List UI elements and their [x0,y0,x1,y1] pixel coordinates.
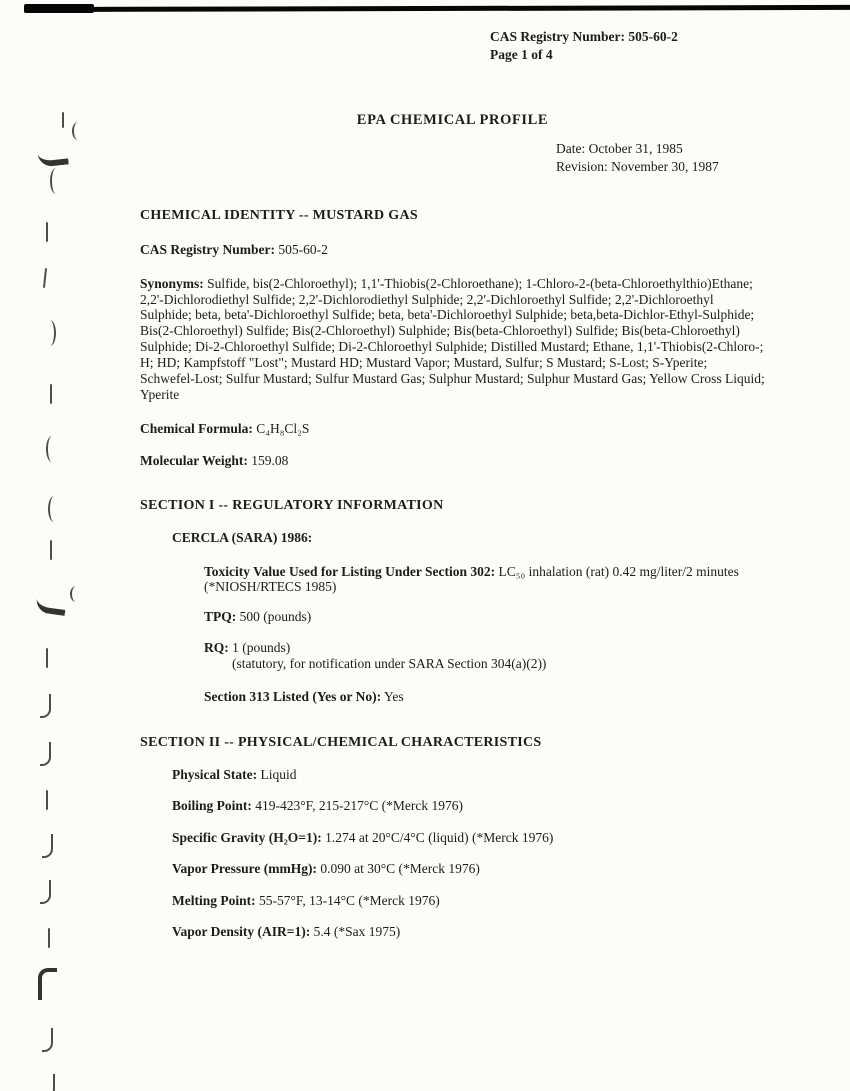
section2-heading: SECTION II -- PHYSICAL/CHEMICAL CHARACTERISTICS [140,734,542,750]
scan-mark [70,586,82,602]
scan-mark [40,742,51,766]
section313-label: Section 313 Listed (Yes or No): [204,689,382,705]
specific-gravity-field [172,830,765,846]
scan-mark [46,436,58,462]
molecular-weight-value: 159.08 [251,452,289,468]
synonyms-text: Sulfide, bis(2-Chloroethyl); 1,1'-Thiobis(2-Chloroethane); 1-Chloro-2-(beta-Chloroethylthio)Ethane; 2,2'-Dichlorodiethyl Sulfide; 2,2'-Dichlorodiethyl Sulphide; 2,2'-Dichloroethyl Sulfide; 2,2'-Dichloroethyl Sulphide; beta, beta'-Dichloroethyl Sulfide; beta, beta'-Dichloroethyl Sulphide; beta,beta-Dichlor-Ethyl-Sulphide; Bis(2-Chloroethyl) Sulfide; Bis(2-Chloroethyl) Sulphide; Bis(beta-Chloroethyl) Sulfide; Bis(beta-Chloroethyl) Sulphide; Di-2-Chloroethyl Sulfide; Di-2-Chloroethyl Sulphide; Distilled Mustard; Ethane, 1,1'-Thiobis(2-Chloro-; H; HD; Kampfstoff "Lost"; Mustard HD; Mustard Vapor; Mustard, Sulfur; S Mustard; S-Lost; S-Yperite; Schwefel-Lost; Sulfur Mustard; Sulfur Mustard Gas; Sulphur Mustard; Sulphur Mustard Gas; Yellow Cross Liquid; Yperite [140,275,765,403]
vapor-pressure-value: 0.090 at 30°C (*Merck 1976) [320,861,480,877]
page-number-line: Page 1 of 4 [490,46,553,62]
vapor-pressure-label: Vapor Pressure (mmHg): [172,861,317,877]
scan-mark [35,594,67,616]
synonyms-label: Synonyms: [140,275,204,291]
cas-field [140,242,765,258]
scan-topbar-blob [24,4,94,13]
chemical-identity-heading: CHEMICAL IDENTITY -- MUSTARD GAS [140,208,418,223]
section313-field [204,689,765,705]
scan-mark [46,222,48,242]
scan-mark [48,496,60,522]
toxicity-label: Toxicity Value Used for Listing Under Section 302: [204,563,496,579]
scan-mark [40,694,51,718]
chemical-formula-value: C₄H₈Cl₂S [256,420,310,436]
molecular-weight-label: Molecular Weight: [140,452,248,468]
scan-mark [37,146,69,167]
date-block [556,140,719,176]
toxicity-value: LC₅₀ inhalation (rat) 0.42 mg/liter/2 minutes (*NIOSH/RTECS 1985) [204,563,739,595]
molecular-weight-field [140,453,765,469]
boiling-point-value: 419-423°F, 215-217°C (*Merck 1976) [255,798,463,814]
scan-mark [42,834,53,858]
melting-point-value: 55-57°F, 13-14°C (*Merck 1976) [259,892,440,908]
cas-field-label: CAS Registry Number: [140,242,275,258]
scan-mark [46,790,48,810]
scan-mark [42,1028,53,1052]
chemical-formula-field [140,421,765,437]
date-line: Date: October 31, 1985 [556,141,683,156]
scan-mark [40,880,51,904]
vapor-density-field [172,924,765,940]
boiling-point-field [172,798,765,814]
vapor-pressure-field [172,861,765,877]
vapor-density-label: Vapor Density (AIR=1): [172,924,311,940]
scan-mark [46,648,48,668]
scan-mark [38,968,57,1000]
rq-label: RQ: [204,640,229,656]
revision-line: Revision: November 30, 1987 [556,159,719,175]
melting-point-label: Melting Point: [172,892,256,908]
physical-state-field [172,767,765,783]
scan-mark [44,1074,55,1091]
header-block [490,28,678,63]
cercla-heading: CERCLA (SARA) 1986: [172,530,313,546]
toxicity-field [204,564,765,595]
physical-state-label: Physical State: [172,766,258,782]
chemical-formula-label: Chemical Formula: [140,420,253,436]
rq-note: (statutory, for notification under SARA Section 304(a)(2)) [232,655,547,671]
scan-topbar [24,5,850,12]
melting-point-field [172,893,765,909]
cas-field-value: 505-60-2 [278,242,328,258]
scan-mark [44,320,56,346]
scan-mark [72,122,84,140]
scan-mark [62,112,64,128]
scan-mark [50,540,52,560]
tpq-label: TPQ: [204,608,237,624]
scan-mark [50,384,52,404]
boiling-point-label: Boiling Point: [172,798,252,814]
rq-field [204,640,765,656]
rq-value: 1 (pounds) [232,640,291,656]
scan-mark [43,268,47,288]
specific-gravity-value: 1.274 at 20°C/4°C (liquid) (*Merck 1976) [325,829,554,845]
section313-value: Yes [383,689,404,705]
document-title: EPA CHEMICAL PROFILE [356,112,549,128]
specific-gravity-label: Specific Gravity (H₂O=1): [172,829,322,845]
physical-state-value: Liquid [260,766,297,782]
section1-heading: SECTION I -- REGULATORY INFORMATION [140,498,444,514]
tpq-value: 500 (pounds) [239,608,312,624]
scan-mark [48,928,50,948]
cas-registry-line: CAS Registry Number: 505-60-2 [490,29,678,44]
document-body [140,208,765,940]
scan-mark [50,168,62,194]
synonyms-paragraph [140,276,765,403]
vapor-density-value: 5.4 (*Sax 1975) [313,924,401,940]
tpq-field [204,609,765,625]
